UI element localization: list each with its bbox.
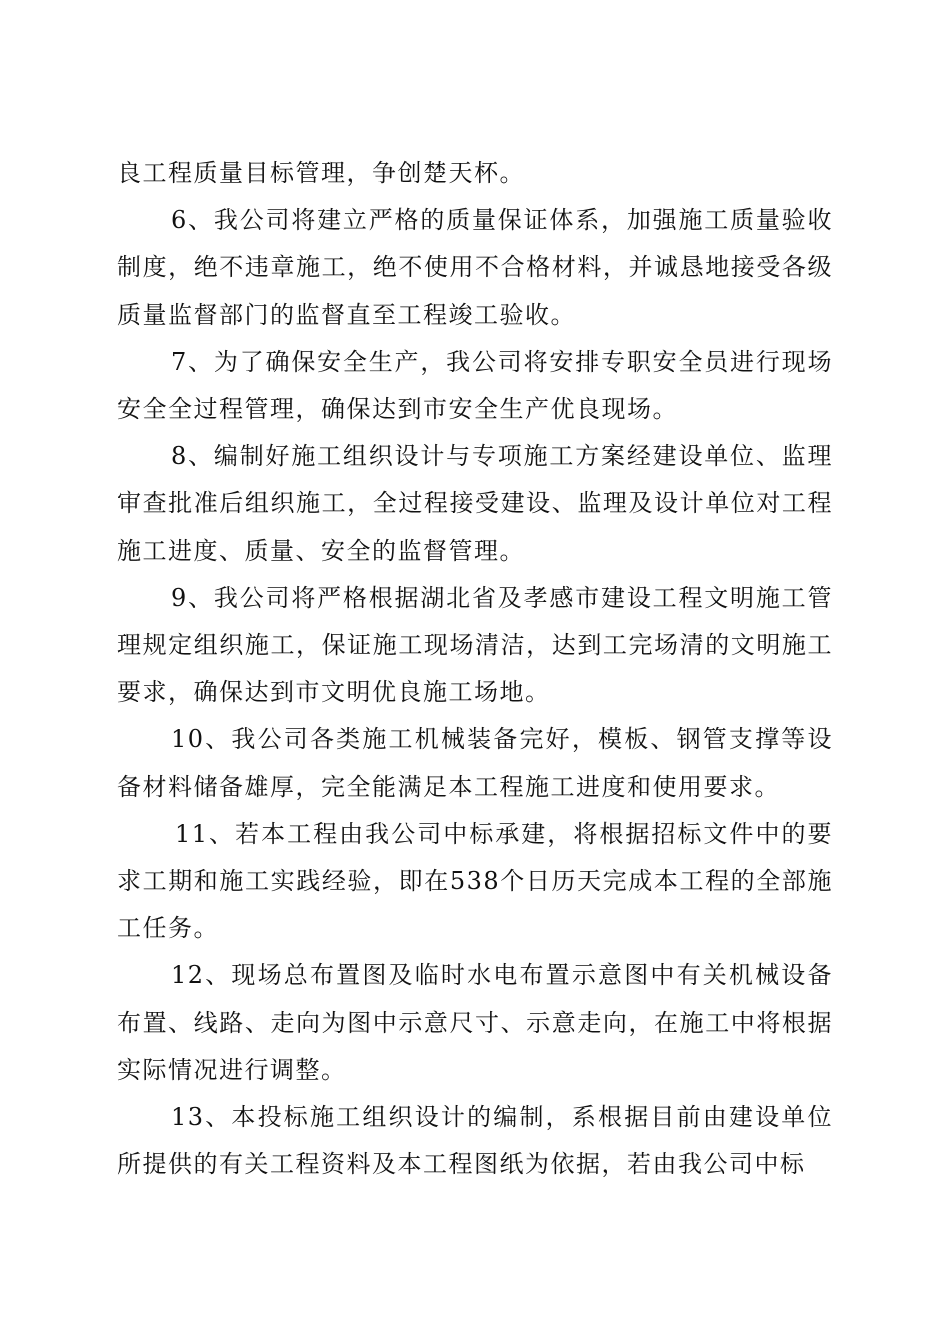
paragraph-item-9: 9、我公司将严格根据湖北省及孝感市建设工程文明施工管理规定组织施工，保证施工现场清洁，达到工完场清的文明施工要求，确保达到市文明优良施工场地。 (117, 583, 833, 707)
paragraph-item-10: 10、我公司各类施工机械装备完好，模板、钢管支撑等设备材料储备雄厚，完全能满足本工程施工进度和使用要求。 (117, 725, 833, 801)
document-body (117, 150, 833, 1188)
paragraph-item-12: 12、现场总布置图及临时水电布置示意图中有关机械设备布置、线路、走向为图中示意尺寸、示意走向，在施工中将根据实际情况进行调整。 (117, 961, 833, 1084)
paragraph-item-6: 6、我公司将建立严格的质量保证体系，加强施工质量验收制度，绝不违章施工，绝不使用不合格材料，并诚恳地接受各级质量监督部门的监督直至工程竣工验收。 (117, 206, 833, 329)
paragraph-item-8: 8、编制好施工组织设计与专项施工方案经建设单位、监理审查批准后组织施工，全过程接受建设、监理及设计单位对工程施工进度、质量、安全的监督管理。 (117, 442, 833, 565)
paragraph-item-7: 7、为了确保安全生产，我公司将安排专职安全员进行现场安全全过程管理，确保达到市安全生产优良现场。 (117, 347, 833, 424)
paragraph-continuation: 良工程质量目标管理，争创楚天杯。 (117, 159, 525, 187)
paragraph-item-11: 11、若本工程由我公司中标承建，将根据招标文件中的要求工期和施工实践经验，即在538个日历天完成本工程的全部施工任务。 (117, 819, 833, 943)
paragraph-item-13: 13、本投标施工组织设计的编制，系根据目前由建设单位所提供的有关工程资料及本工程图纸为依据，若由我公司中标 (117, 1103, 833, 1179)
